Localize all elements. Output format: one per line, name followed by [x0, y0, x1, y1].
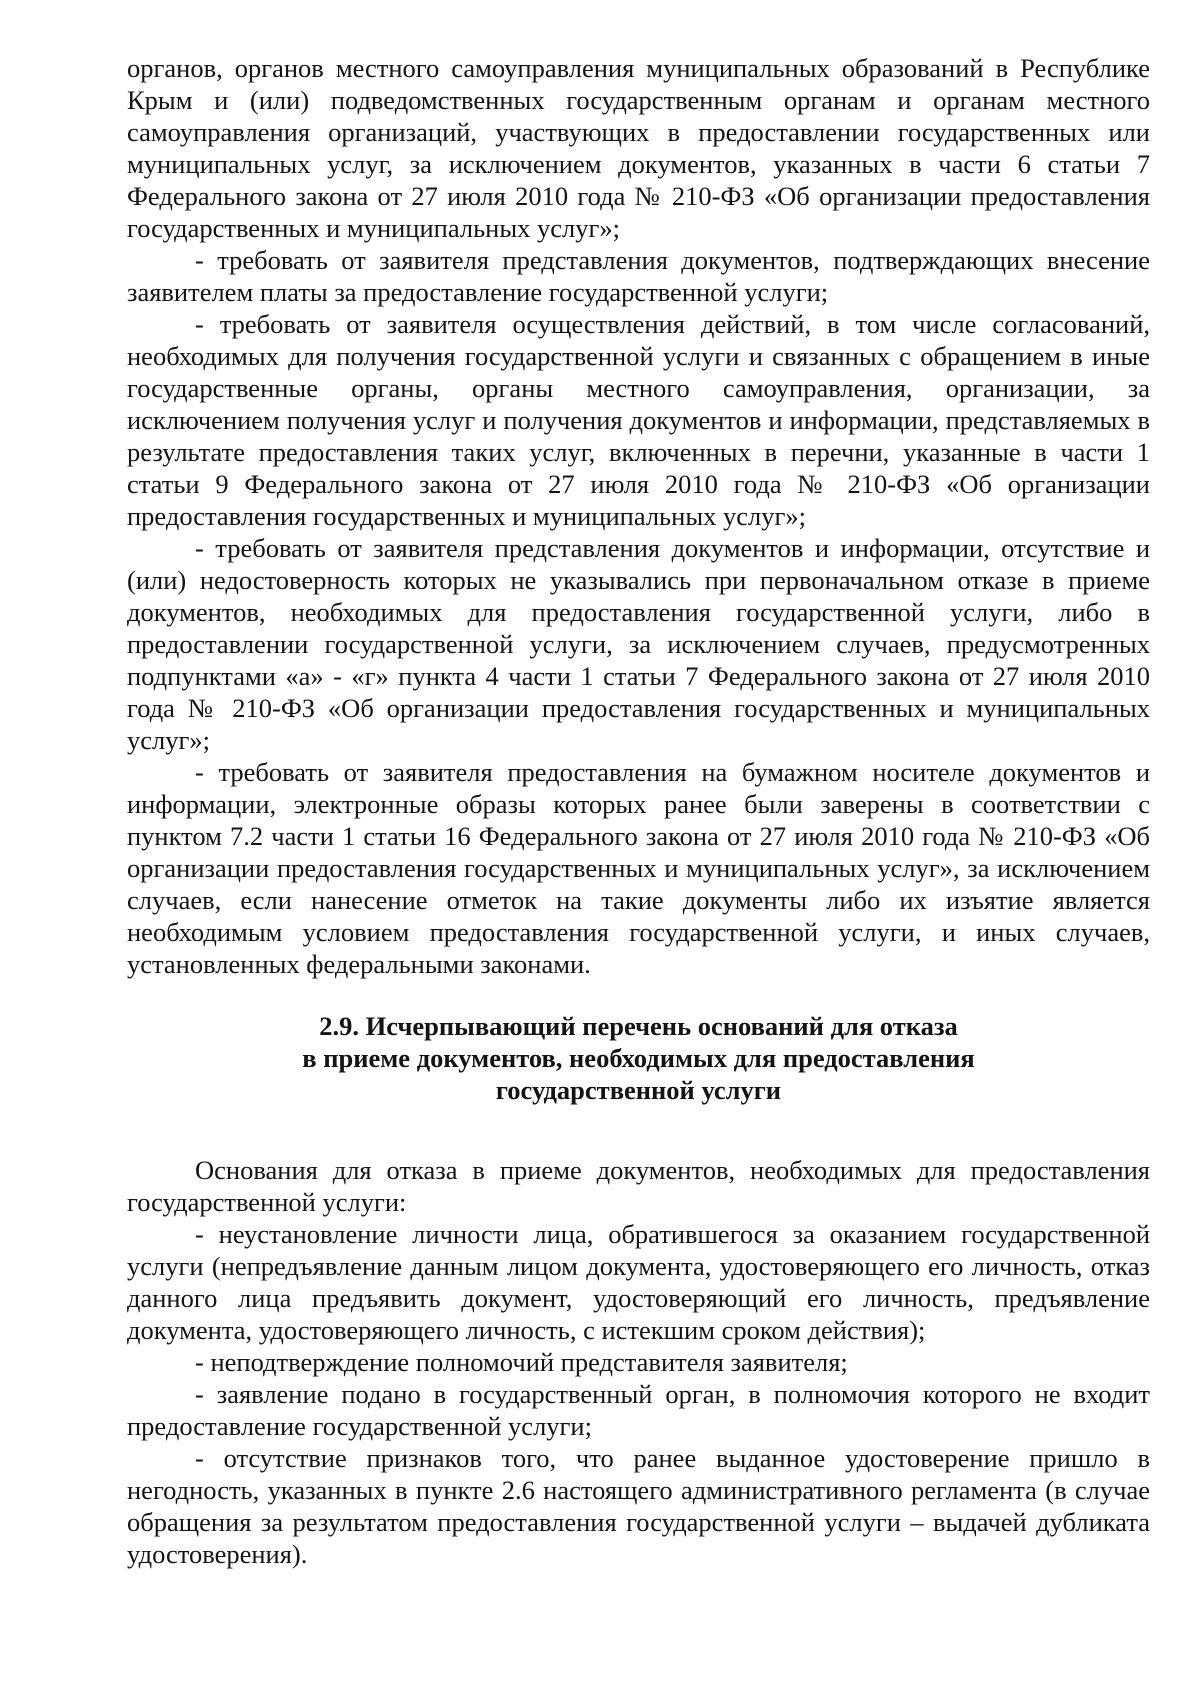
- requirement-item: - требовать от заявителя предоставления на бумажном носителе документов и информации, электронные образы которых ранее были заверены в соответствии с пунктом 7.2 части 1 статьи 16 Федерального закона от 27 июля 2010 года № 210-ФЗ «Об организации предоставления государственных и муниципальных услуг», за исключением случаев, если нанесение отметок на такие документы либо их изъятие является необходимым условием предоставления государственной услуги, и иных случаев, установленных федеральными законами.: [127, 757, 1150, 979]
- requirement-item: - требовать от заявителя представления документов, подтверждающих внесение заявителем платы за предоставление государственной услуги;: [127, 245, 1150, 307]
- grounds-item: - отсутствие признаков того, что ранее выданное удостоверение пришло в негодность, указанных в пункте 2.6 настоящего административного регламента (в случае обращения за результатом предоставления государственной услуги – выдачей дубликата удостоверения).: [127, 1443, 1150, 1569]
- requirement-item: - требовать от заявителя осуществления действий, в том числе согласований, необходимых для получения государственной услуги и связанных с обращением в иные государственные органы, органы местного самоуправления, организации, за исключением получения услуг и получения документов и информации, представляемых в результате предоставления таких услуг, включенных в перечни, указанные в части 1 статьи 9 Федерального закона от 27 июля 2010 года № 210-ФЗ «Об организации предоставления государственных и муниципальных услуг»;: [127, 309, 1150, 531]
- section-heading-line: государственной услуги: [495, 1075, 782, 1105]
- grounds-item: - неподтверждение полномочий представителя заявителя;: [195, 1347, 848, 1377]
- grounds-item: - заявление подано в государственный орган, в полномочия которого не входит предоставление государственной услуги;: [127, 1379, 1150, 1441]
- section-heading-line: в приеме документов, необходимых для предоставления: [302, 1043, 975, 1073]
- grounds-intro: Основания для отказа в приеме документов, необходимых для предоставления государственной услуги:: [127, 1155, 1150, 1217]
- document-page: [127, 52, 1150, 1570]
- grounds-item: - неустановление личности лица, обратившегося за оказанием государственной услуги (непредъявление данным лицом документа, удостоверяющего его личность, отказ данного лица предъявить документ, удостоверяющий его личность, предъявление документа, удостоверяющего личность, с истекшим сроком действия);: [127, 1219, 1150, 1345]
- section-heading-line: 2.9. Исчерпывающий перечень оснований для отказа: [319, 1011, 958, 1041]
- continuation-paragraph: органов, органов местного самоуправления муниципальных образований в Республике Крым и (или) подведомственных государственным органам и органам местного самоуправления организаций, участвующих в предоставлении государственных или муниципальных услуг, за исключением документов, указанных в части 6 статьи 7 Федерального закона от 27 июля 2010 года № 210-ФЗ «Об организации предоставления государственных и муниципальных услуг»;: [127, 53, 1150, 243]
- section-heading: [127, 1010, 1150, 1106]
- requirement-item: - требовать от заявителя представления документов и информации, отсутствие и (или) недостоверность которых не указывались при первоначальном отказе в приеме документов, необходимых для предоставления государственной услуги, либо в предоставлении государственной услуги, за исключением случаев, предусмотренных подпунктами «а» - «г» пункта 4 части 1 статьи 7 Федерального закона от 27 июля 2010 года № 210-ФЗ «Об организации предоставления государственных и муниципальных услуг»;: [127, 533, 1150, 755]
